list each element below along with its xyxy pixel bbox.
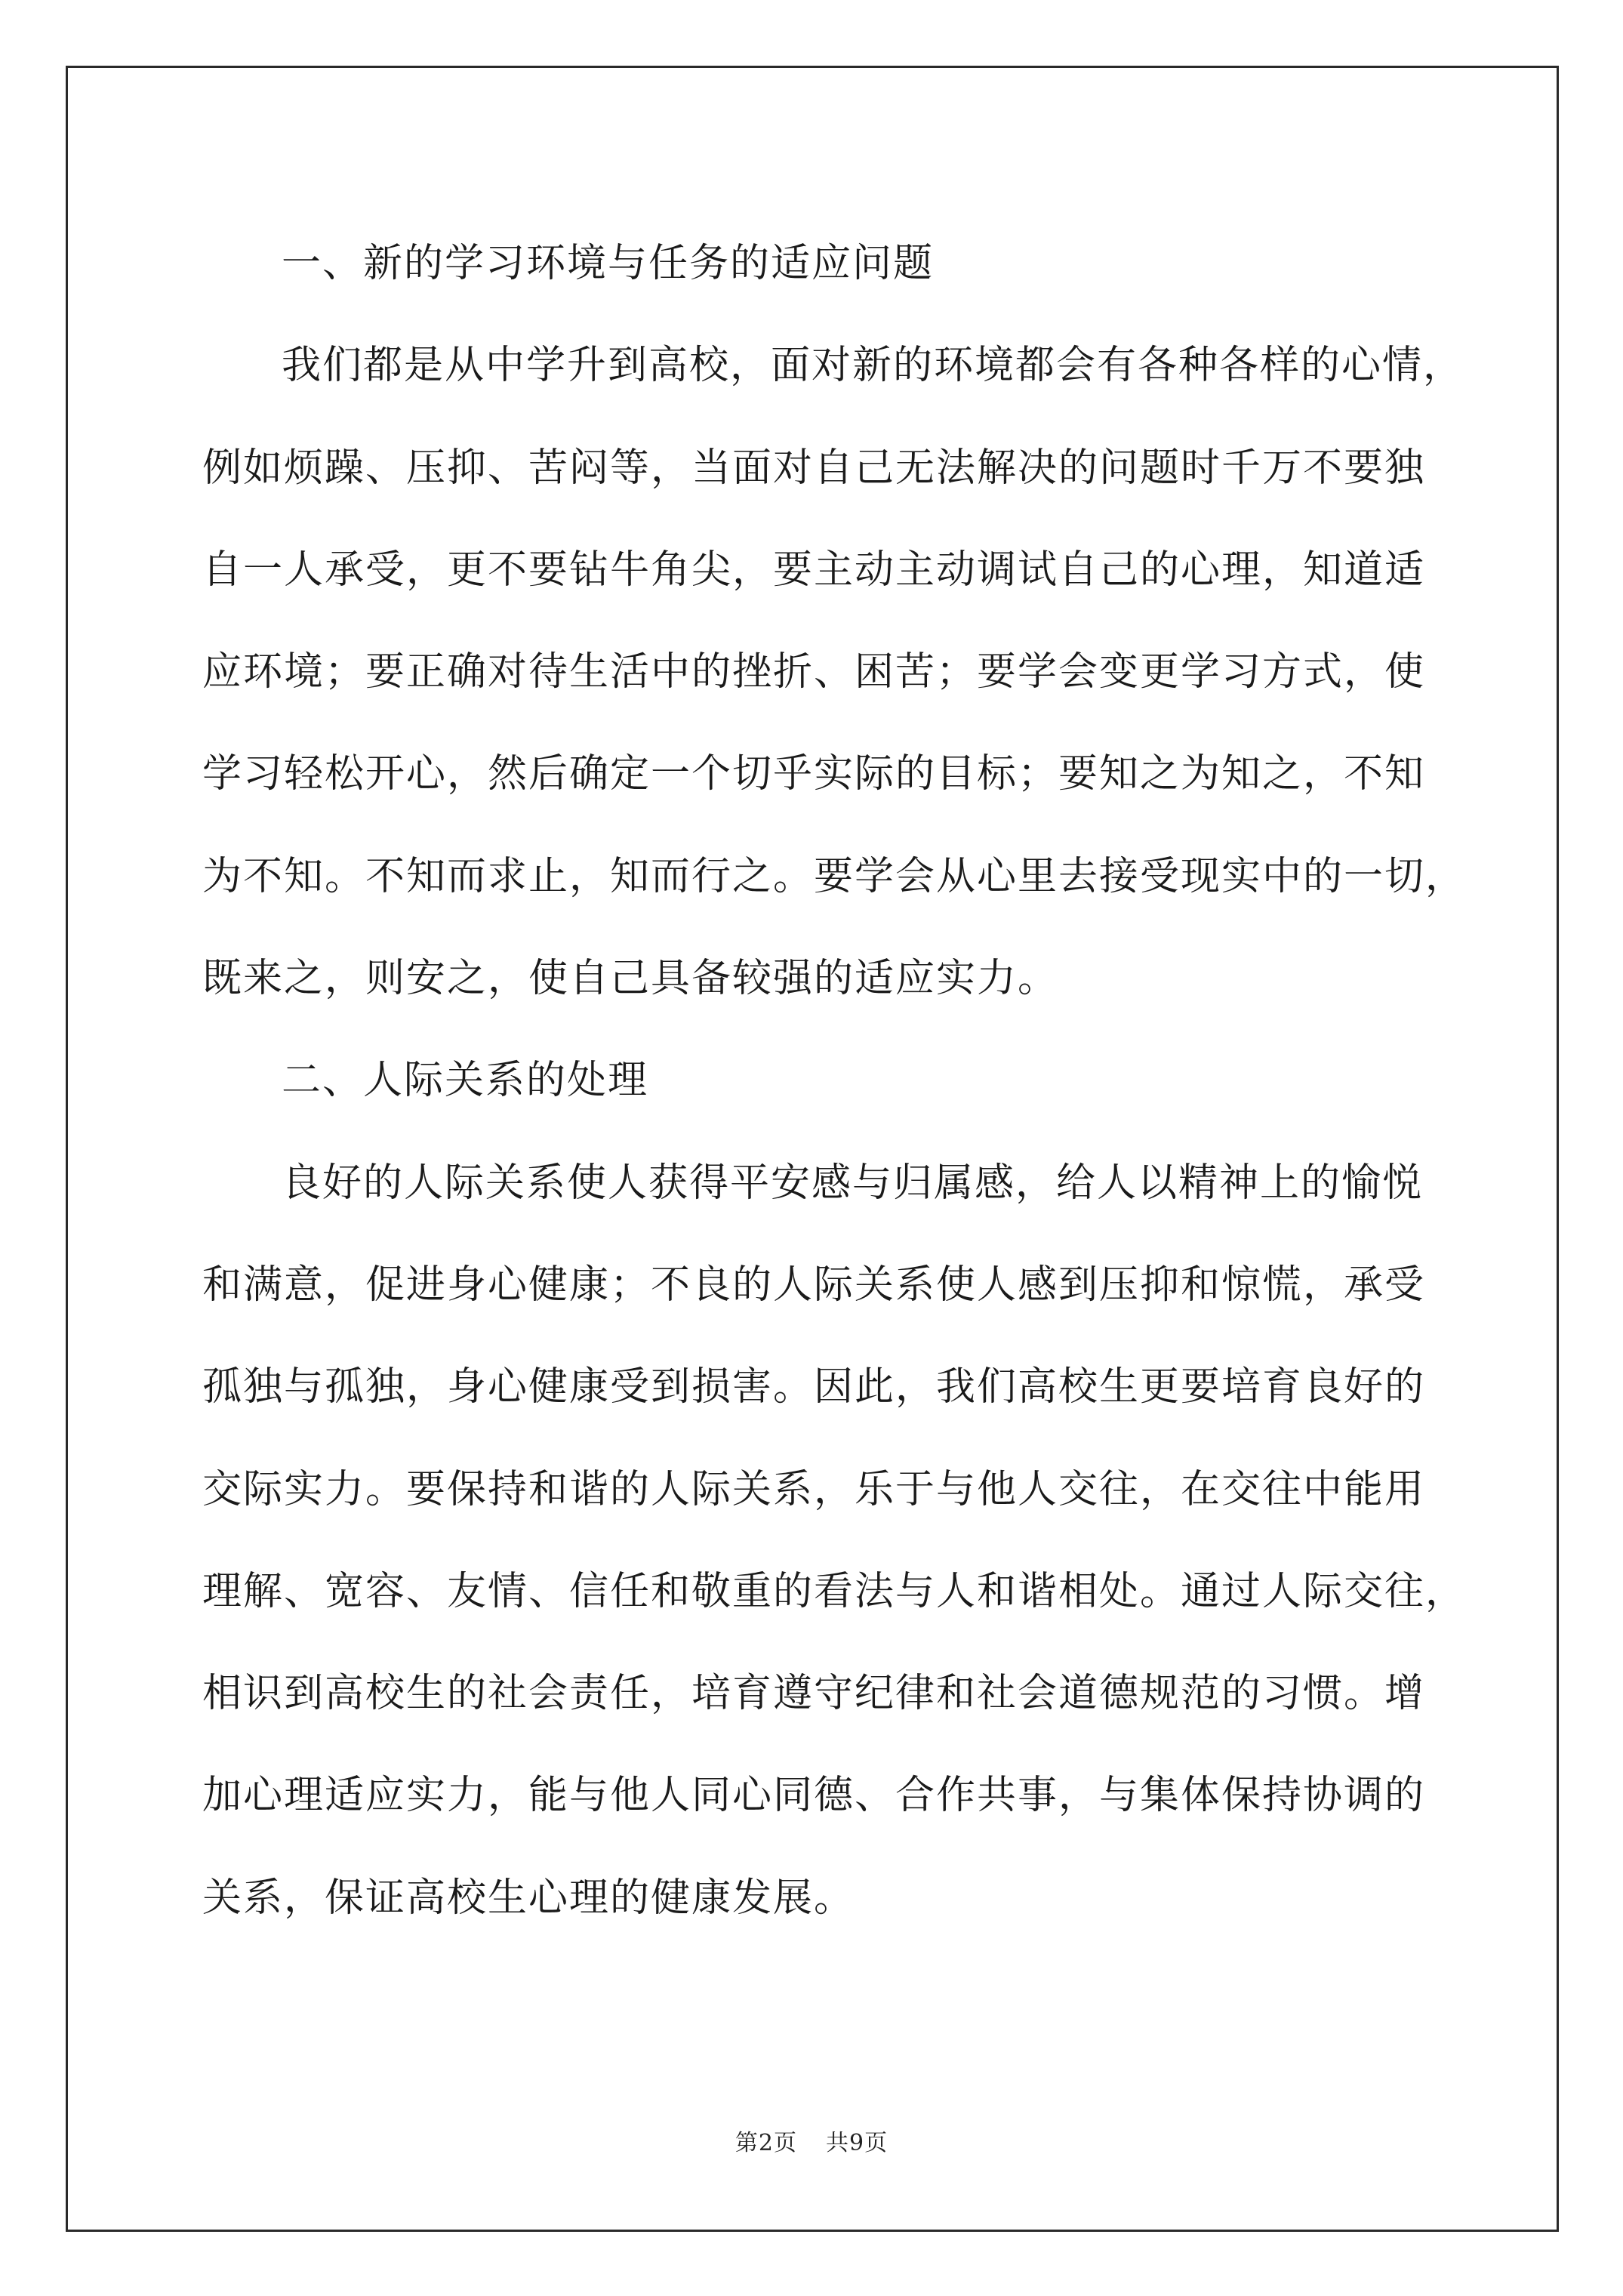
- document-body: [202, 213, 1467, 1949]
- paragraph-line: 例如烦躁、压抑、苦闷等，当面对自己无法解决的问题时千万不要独: [202, 445, 1426, 491]
- paragraph-line: 学习轻松开心，然后确定一个切乎实际的目标；要知之为知之，不知: [202, 751, 1426, 797]
- paragraph-line: 孤独与孤独，身心健康受到损害。因此，我们高校生更要培育良好的: [202, 1364, 1426, 1410]
- paragraph-line: 应环境；要正确对待生活中的挫折、困苦；要学会变更学习方式，使: [202, 649, 1426, 695]
- section-heading-1: 一、新的学习环境与任务的适应问题: [282, 241, 935, 286]
- page-footer: [0, 2124, 1623, 2157]
- paragraph-line: 既来之，则安之，使自己具备较强的适应实力。: [202, 956, 1059, 1002]
- paragraph-line: 自一人承受，更不要钻牛角尖，要主动主动调试自己的心理，知道适: [202, 547, 1426, 593]
- paragraph-line: 和满意，促进身心健康；不良的人际关系使人感到压抑和惊慌，承受: [202, 1262, 1426, 1308]
- paragraph-line: 关系，保证高校生心理的健康发展。: [202, 1875, 855, 1921]
- section-heading-2: 二、人际关系的处理: [282, 1058, 649, 1104]
- paragraph-line: 加心理适应实力，能与他人同心同德、合作共事，与集体保持协调的: [202, 1773, 1426, 1819]
- paragraph-line: 我们都是从中学升到高校，面对新的环境都会有各种各样的心情，: [282, 343, 1464, 389]
- paragraph-line: 理解、宽容、友情、信任和敬重的看法与人和谐相处。通过人际交往，: [202, 1568, 1467, 1614]
- paragraph-line: 相识到高校生的社会责任，培育遵守纪律和社会道德规范的习惯。增: [202, 1671, 1426, 1717]
- paragraph-line: 交际实力。要保持和谐的人际关系，乐于与他人交往，在交往中能用: [202, 1466, 1426, 1512]
- page-number: 第2页: [735, 2130, 797, 2156]
- paragraph-line: 为不知。不知而求止，知而行之。要学会从心里去接受现实中的一切，: [202, 853, 1467, 899]
- page-total: 共9页: [826, 2130, 888, 2156]
- paragraph-line: 良好的人际关系使人获得平安感与归属感，给人以精神上的愉悦: [282, 1160, 1424, 1206]
